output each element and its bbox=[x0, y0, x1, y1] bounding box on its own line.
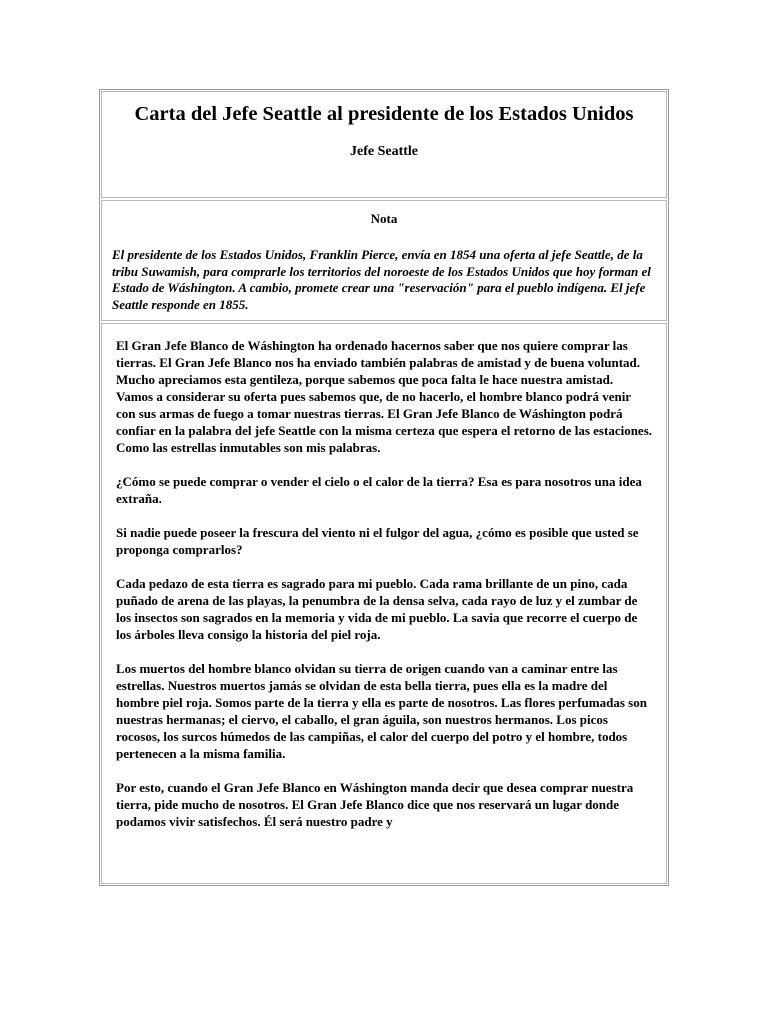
note-section bbox=[101, 200, 667, 321]
header-section bbox=[101, 91, 667, 198]
letter-paragraph: ¿Cómo se puede comprar o vender el cielo o el calor de la tierra? Esa es para nosotros una idea extraña. bbox=[116, 474, 642, 506]
letter-paragraph: Si nadie puede poseer la frescura del viento ni el fulgor del agua, ¿cómo es posible que usted se proponga comprarlos? bbox=[116, 525, 639, 557]
letter-paragraph: Por esto, cuando el Gran Jefe Blanco en Wáshington manda decir que desea comprar nuestra tierra, pide mucho de nosotros. El Gran Jefe Blanco dice que nos reservará un lugar donde podamos vivir satisfechos. Él será nuestro padre y bbox=[116, 780, 634, 829]
letter-paragraph: Cada pedazo de esta tierra es sagrado para mi pueblo. Cada rama brillante de un pino, cada puñado de arena de las playas, la penumbra de la densa selva, cada rayo de luz y el zumbar de los insectos son sagrados en la memoria y vida de mi pueblo. La savia que recorre el cuerpo de los árboles lleva consigo la historia del piel roja. bbox=[116, 576, 638, 642]
note-text: El presidente de los Estados Unidos, Franklin Pierce, envía en 1854 una oferta al jefe Seattle, de la tribu Suwamish, para comprarle los territorios del noroeste de los Estados Unidos que hoy forman el Estado de Wáshington. A cambio, promete crear una "reservación" para el pueblo indígena. El jefe Seattle responde en 1855. bbox=[112, 247, 651, 312]
letter-body bbox=[101, 323, 667, 884]
document-page bbox=[99, 89, 669, 886]
letter-paragraph: El Gran Jefe Blanco de Wáshington ha ordenado hacernos saber que nos quiere comprar las tierras. El Gran Jefe Blanco nos ha enviado también palabras de amistad y de buena voluntad. Mucho apreciamos esta gentileza, porque sabemos que poca falta le hace nuestra amistad. Vamos a considerar su oferta pues sabemos que, de no hacerlo, el hombre blanco podrá venir con sus armas de fuego a tomar nuestras tierras. El Gran Jefe Blanco de Wáshington podrá confiar en la palabra del jefe Seattle con la misma certeza que espera el retorno de las estaciones. Como las estrellas inmutables son mis palabras. bbox=[116, 338, 653, 455]
letter-paragraph: Los muertos del hombre blanco olvidan su tierra de origen cuando van a caminar entre las estrellas. Nuestros muertos jamás se olvidan de esta bella tierra, pues ella es la madre del hombre piel roja. Somos parte de la tierra y ella es parte de nosotros. Las flores perfumadas son nuestras hermanas; el ciervo, el caballo, el gran águila, son nuestros hermanos. Los picos rocosos, los surcos húmedos de las campiñas, el calor del cuerpo del potro y el hombre, todos pertenecen a la misma familia. bbox=[116, 661, 647, 761]
page-title: Carta del Jefe Seattle al presidente de los Estados Unidos bbox=[134, 103, 634, 125]
note-heading: Nota bbox=[370, 211, 398, 226]
author-name: Jefe Seattle bbox=[349, 144, 419, 159]
